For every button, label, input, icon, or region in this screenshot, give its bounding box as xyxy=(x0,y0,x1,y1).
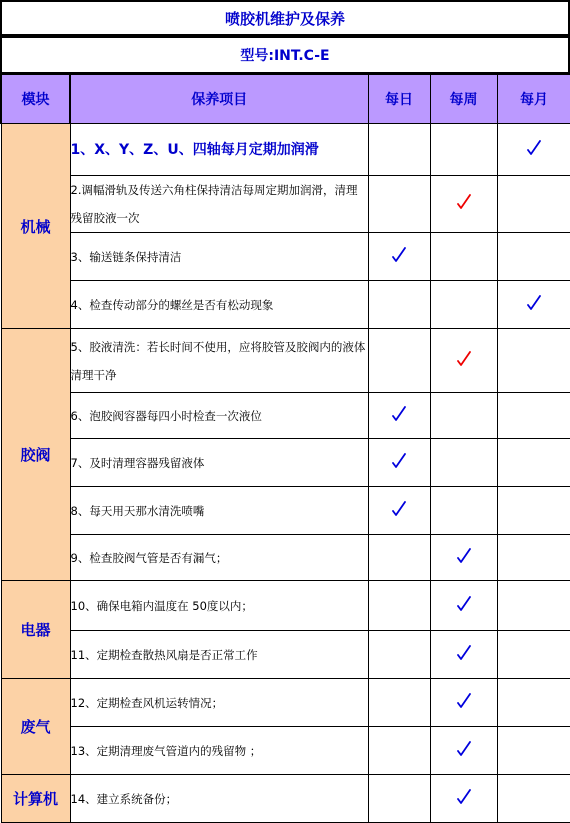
table-row xyxy=(1,535,570,581)
daily-cell xyxy=(368,124,430,176)
item-text: 7、及时清理容器残留液体 xyxy=(70,439,368,487)
checkmark-icon xyxy=(457,548,471,564)
table-row xyxy=(1,439,570,487)
item-text: 4、检查传动部分的螺丝是否有松动现象 xyxy=(70,281,368,329)
weekly-cell xyxy=(430,176,497,233)
weekly-cell xyxy=(430,124,497,176)
item-text: 3、输送链条保持清洁 xyxy=(70,233,368,281)
checkmark-icon xyxy=(457,645,471,661)
table-row xyxy=(1,393,570,439)
monthly-cell xyxy=(497,281,570,329)
table-row xyxy=(1,176,570,233)
checkmark-icon xyxy=(527,295,541,311)
daily-cell xyxy=(368,581,430,631)
item-text: 13、定期清理废气管道内的残留物 ； xyxy=(70,727,368,775)
weekly-cell xyxy=(430,631,497,679)
checkmark-icon xyxy=(392,453,406,469)
model-line: 型号:INT.C-E xyxy=(0,36,570,74)
item-text: 1、X、Y、Z、U、四轴每月定期加润滑 xyxy=(70,124,368,176)
maintenance-table xyxy=(0,74,570,823)
table-row xyxy=(1,631,570,679)
module-cell: 胶阀 xyxy=(1,329,70,581)
table-body xyxy=(1,124,570,823)
checkmark-icon xyxy=(457,789,471,805)
header-item: 保养项目 xyxy=(70,75,368,124)
module-cell: 电器 xyxy=(1,581,70,679)
checkmark-icon xyxy=(457,351,471,367)
header-monthly: 每月 xyxy=(497,75,570,124)
monthly-cell xyxy=(497,581,570,631)
monthly-cell xyxy=(497,631,570,679)
weekly-cell xyxy=(430,581,497,631)
monthly-cell xyxy=(497,176,570,233)
monthly-cell xyxy=(497,439,570,487)
header-daily: 每日 xyxy=(368,75,430,124)
item-text: 6、泡胶阀容器每四小时检查一次液位 xyxy=(70,393,368,439)
weekly-cell xyxy=(430,535,497,581)
item-text: 2.调幅滑轨及传送六角柱保持清洁每周定期加润滑，清理残留胶液一次 xyxy=(70,176,368,233)
table-row xyxy=(1,581,570,631)
checkmark-icon xyxy=(392,406,406,422)
daily-cell xyxy=(368,281,430,329)
checkmark-icon xyxy=(527,140,541,156)
checkmark-icon xyxy=(457,741,471,757)
weekly-cell xyxy=(430,393,497,439)
daily-cell xyxy=(368,439,430,487)
table-row xyxy=(1,727,570,775)
weekly-cell xyxy=(430,727,497,775)
monthly-cell xyxy=(497,775,570,823)
module-cell: 机械 xyxy=(1,124,70,329)
item-text: 10、确保电箱内温度在 50度以内； xyxy=(70,581,368,631)
daily-cell xyxy=(368,679,430,727)
weekly-cell xyxy=(430,679,497,727)
daily-cell xyxy=(368,775,430,823)
monthly-cell xyxy=(497,233,570,281)
weekly-cell xyxy=(430,233,497,281)
daily-cell xyxy=(368,393,430,439)
table-row xyxy=(1,775,570,823)
weekly-cell xyxy=(430,775,497,823)
daily-cell xyxy=(368,233,430,281)
daily-cell xyxy=(368,535,430,581)
item-text: 14、建立系统备份； xyxy=(70,775,368,823)
table-row xyxy=(1,124,570,176)
daily-cell xyxy=(368,727,430,775)
daily-cell xyxy=(368,487,430,535)
monthly-cell xyxy=(497,727,570,775)
weekly-cell xyxy=(430,439,497,487)
monthly-cell xyxy=(497,535,570,581)
table-row xyxy=(1,233,570,281)
item-text: 12、定期检查风机运转情况； xyxy=(70,679,368,727)
header-row xyxy=(1,75,570,124)
item-text: 9、检查胶阀气管是否有漏气； xyxy=(70,535,368,581)
checkmark-icon xyxy=(457,693,471,709)
daily-cell xyxy=(368,631,430,679)
daily-cell xyxy=(368,176,430,233)
monthly-cell xyxy=(497,393,570,439)
checkmark-icon xyxy=(457,194,471,210)
table-row xyxy=(1,281,570,329)
monthly-cell xyxy=(497,124,570,176)
checkmark-icon xyxy=(392,501,406,517)
weekly-cell xyxy=(430,281,497,329)
module-cell: 废气 xyxy=(1,679,70,775)
table-row xyxy=(1,329,570,393)
weekly-cell xyxy=(430,329,497,393)
daily-cell xyxy=(368,329,430,393)
header-module: 模块 xyxy=(1,75,70,124)
monthly-cell xyxy=(497,679,570,727)
document-title: 喷胶机维护及保养 xyxy=(0,0,570,36)
monthly-cell xyxy=(497,329,570,393)
item-text: 5、胶液清洗：若长时间不使用，应将胶管及胶阀内的液体清理干净 xyxy=(70,329,368,393)
checkmark-icon xyxy=(457,596,471,612)
checkmark-icon xyxy=(392,247,406,263)
weekly-cell xyxy=(430,487,497,535)
header-weekly: 每周 xyxy=(430,75,497,124)
monthly-cell xyxy=(497,487,570,535)
item-text: 8、每天用天那水清洗喷嘴 xyxy=(70,487,368,535)
item-text: 11、定期检查散热风扇是否正常工作 xyxy=(70,631,368,679)
table-row xyxy=(1,679,570,727)
table-row xyxy=(1,487,570,535)
module-cell: 计算机 xyxy=(1,775,70,823)
